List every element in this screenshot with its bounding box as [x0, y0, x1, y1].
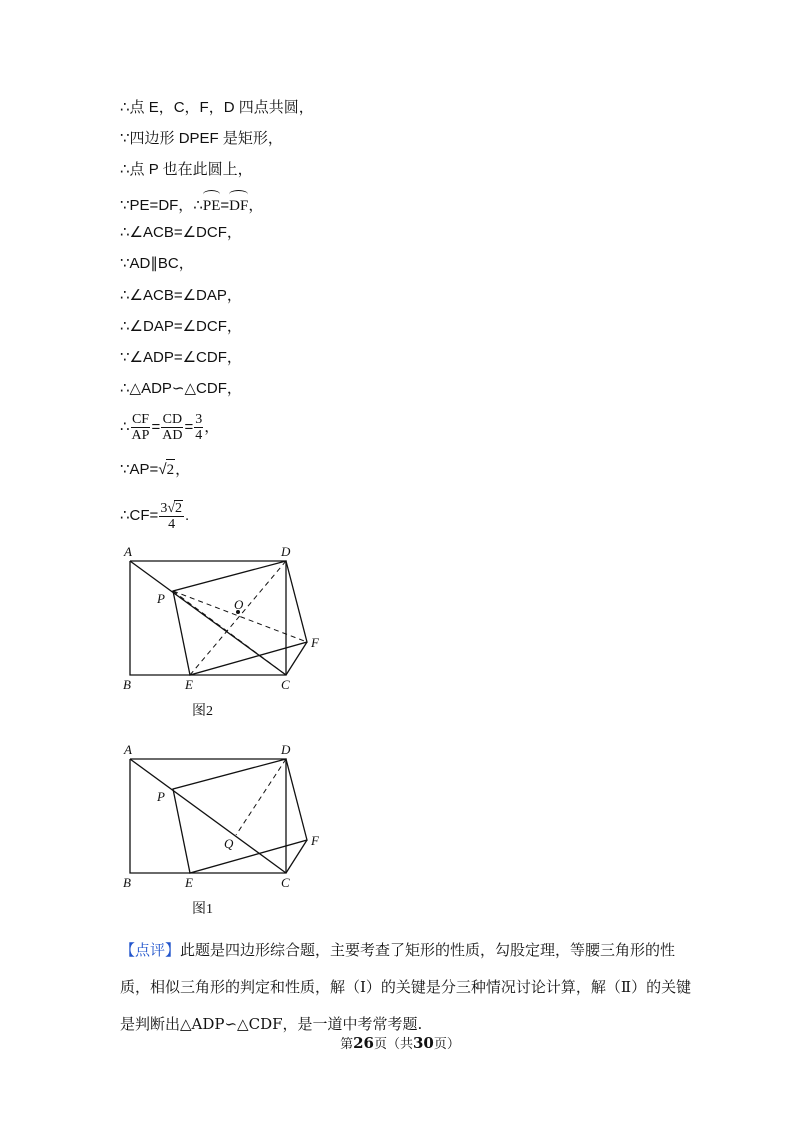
solution-line: ∴△ADP∽△CDF，	[120, 380, 242, 397]
review-text: 此题是四边形综合题，主要考查了矩形的性质，勾股定理，等腰三角形的性质，相似三角形的判定和性质，解（Ⅰ）的关键是分三种情况讨论计算，解（Ⅱ）的关键是判断出△ADP∽△CDF，是一道中考常考题.	[120, 941, 692, 1033]
pe-prefix: ∵PE=DF，∴	[120, 197, 203, 214]
frac-den: AP	[131, 428, 150, 443]
figure-2	[118, 540, 338, 700]
page-footer	[0, 1033, 800, 1052]
ap-prefix: ∵AP=	[120, 461, 159, 478]
label-f: F	[311, 635, 319, 650]
label-q: Q	[224, 836, 234, 851]
solution-line: ∴∠ACB=∠DCF，	[120, 224, 242, 241]
frac-num: CD	[162, 412, 183, 427]
rectangle-dpef	[173, 561, 307, 675]
solution-line: ∵AD∥BC，	[120, 255, 194, 272]
label-e: E	[185, 677, 193, 692]
pe-df-line	[120, 192, 263, 216]
fraction-cf-value	[159, 500, 184, 532]
frac-den: 4	[195, 428, 203, 443]
radical-sign: √	[158, 461, 167, 478]
rectangle-dpef	[173, 759, 307, 873]
figure-1-diagram	[118, 738, 338, 893]
ratio-prefix: ∴	[120, 418, 130, 436]
label-b: B	[123, 875, 131, 890]
figure-2-caption: 图2	[192, 704, 213, 719]
cf-suffix: .	[185, 506, 190, 524]
frac-num: 3	[195, 412, 203, 427]
arc-df: DF	[229, 192, 248, 216]
frac-den: 4	[168, 517, 176, 532]
solution-line: ∴∠ACB=∠DAP，	[120, 287, 242, 304]
fraction-3-4	[194, 412, 203, 443]
ap-suffix: ，	[175, 461, 191, 478]
label-a: A	[124, 544, 132, 559]
solution-line: ∴点 E，C，F，D 四点共圆，	[120, 99, 314, 116]
label-c: C	[281, 677, 290, 692]
figure-1	[118, 738, 338, 898]
radicand: 2	[166, 459, 176, 480]
pe-suffix: ，	[248, 197, 264, 214]
review-paragraph	[120, 932, 700, 1043]
label-d: D	[281, 544, 291, 559]
fraction-cf-ap	[131, 412, 151, 443]
ratio-line: ∴ $\frac{CF}{AP}$ = $\frac{CD}{AD}$ = $\frac{3}{4}$ ，	[120, 412, 220, 443]
figure-2-diagram	[118, 540, 338, 695]
segment-ac	[130, 759, 286, 873]
solution-line: ∵四边形 DPEF 是矩形，	[120, 130, 283, 147]
ratio-suffix: ，	[204, 418, 220, 436]
label-d: D	[281, 742, 291, 757]
ap-line	[120, 459, 190, 480]
label-f: F	[311, 833, 319, 848]
label-p: P	[157, 789, 165, 804]
frac-num	[159, 500, 184, 517]
footer-mid: 页（共	[373, 1037, 413, 1052]
solution-line: ∵∠ADP=∠CDF，	[120, 349, 242, 366]
label-o: O	[234, 597, 244, 612]
radical-sign: √	[167, 501, 175, 516]
page-total: 30	[413, 1034, 434, 1052]
label-a: A	[124, 742, 132, 757]
dashed-ed	[190, 561, 286, 675]
footer-post: 页）	[433, 1037, 460, 1052]
solution-line: ∴∠DAP=∠DCF，	[120, 318, 242, 335]
figure-1-caption: 图1	[192, 902, 213, 917]
label-e: E	[185, 875, 193, 890]
cf-prefix: ∴CF=	[120, 506, 159, 524]
label-p: P	[157, 591, 165, 606]
pe-eq: =	[220, 197, 230, 214]
review-tag: 【点评】	[120, 941, 181, 959]
footer-pre: 第	[340, 1037, 354, 1052]
num-coef: 3	[160, 501, 168, 516]
solution-line: ∴点 P 也在此圆上，	[120, 161, 253, 178]
radicand: 2	[175, 501, 182, 516]
arc-pe: PE	[203, 192, 221, 216]
page-number: 26	[353, 1034, 374, 1052]
label-c: C	[281, 875, 290, 890]
frac-num: CF	[131, 412, 150, 427]
cf-line	[120, 500, 189, 532]
fraction-cd-ad	[161, 412, 183, 443]
label-b: B	[123, 677, 131, 692]
frac-den: AD	[162, 428, 183, 443]
